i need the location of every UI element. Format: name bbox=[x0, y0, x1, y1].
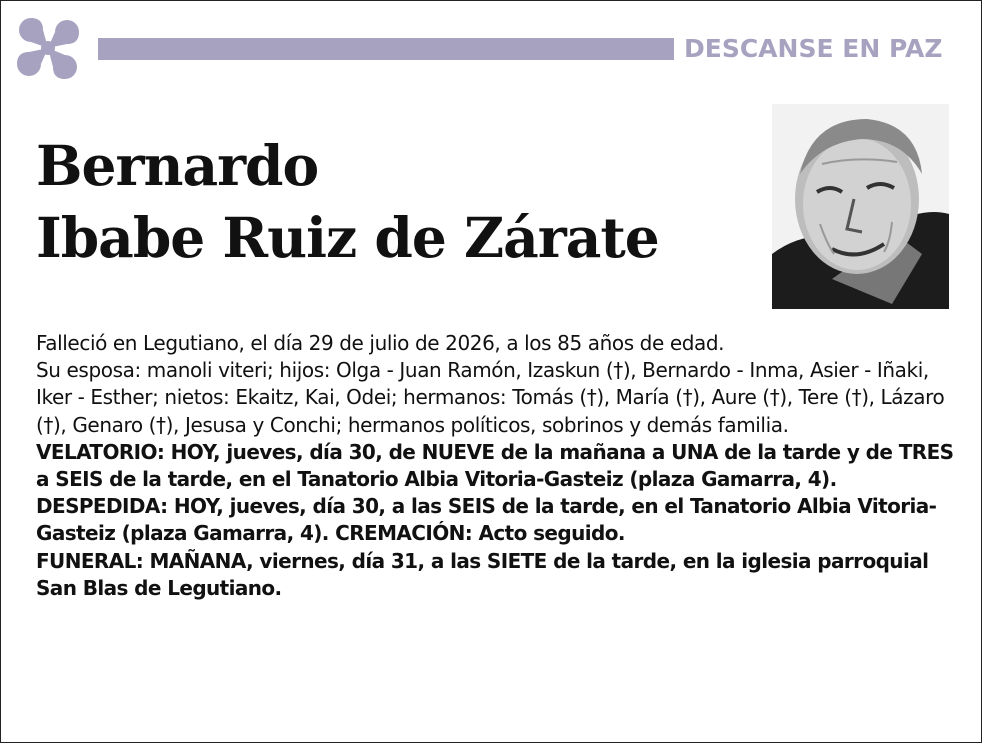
velatorio-line: VELATORIO: HOY, jueves, día 30, de NUEVE de la mañana a UNA de la tarde y de TRES a SEIS de la tarde, en el Tanatorio Albia Vitoria-Gasteiz (plaza Gamarra, 4). bbox=[36, 439, 954, 492]
portrait-photo bbox=[772, 104, 949, 309]
portrait-icon bbox=[772, 104, 949, 309]
header-bar bbox=[98, 38, 674, 60]
deceased-name bbox=[36, 130, 659, 274]
death-line: Falleció en Legutiano, el día 29 de julio de 2026, a los 85 años de edad. bbox=[36, 331, 725, 355]
surnames: Ibabe Ruiz de Zárate bbox=[36, 205, 659, 270]
first-name: Bernardo bbox=[36, 133, 319, 198]
header-title: DESCANSE EN PAZ bbox=[684, 34, 943, 63]
despedida-line: DESPEDIDA: HOY, jueves, día 30, a las SEIS de la tarde, en el Tanatorio Albia Vitoria-Gasteiz (plaza Gamarra, 4). CREMACIÓN: Acto seguido. bbox=[36, 494, 937, 546]
notice-body bbox=[36, 330, 956, 602]
funeral-line: FUNERAL: MAÑANA, viernes, día 31, a las SIETE de la tarde, en la iglesia parroquial San Blas de Legutiano. bbox=[36, 548, 929, 600]
lauburu-icon bbox=[10, 11, 86, 85]
family-line: Su esposa: manoli viteri; hijos: Olga - Juan Ramón, Izaskun (†), Bernardo - Inma, Asier - Iñaki, Iker - Esther; nietos: Ekaitz, Kai, Odei; hermanos: Tomás (†), María (†), Aure (†), Tere (†), Lázaro (†), Genaro (†), Jesusa y Conchi; hermanos políticos, sobrinos y demás familia. bbox=[36, 358, 945, 437]
